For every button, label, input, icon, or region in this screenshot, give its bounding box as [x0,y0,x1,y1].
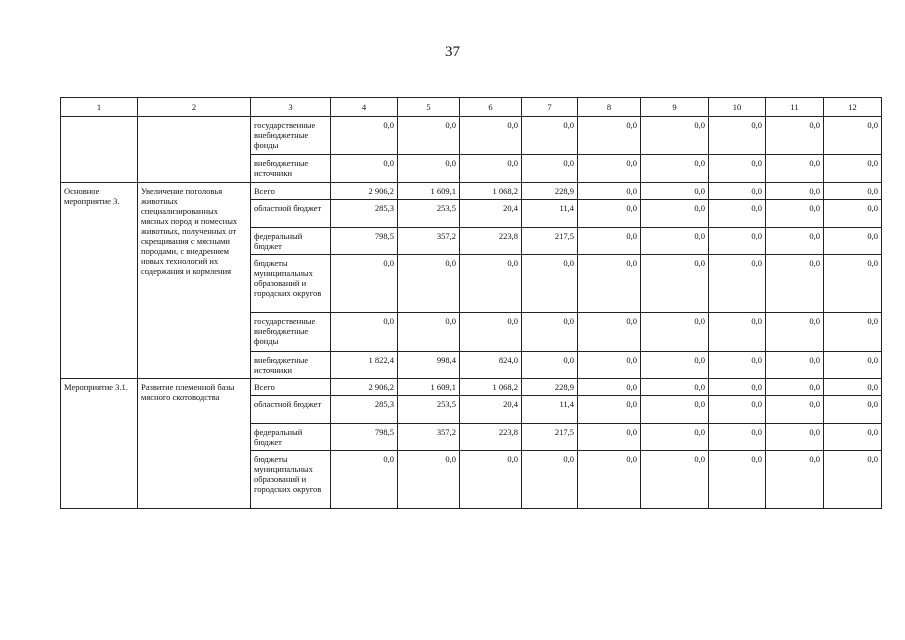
value-cell: 998,4 [398,352,460,379]
value-cell: 223,8 [460,424,522,451]
value-cell: 0,0 [766,117,824,155]
value-cell: 1 609,1 [398,183,460,200]
value-cell: 0,0 [766,451,824,509]
value-cell: 217,5 [522,424,578,451]
value-cell: 223,8 [460,228,522,255]
value-cell: 0,0 [824,183,882,200]
value-cell: 0,0 [641,183,709,200]
value-cell: 0,0 [460,155,522,183]
value-cell: 0,0 [766,155,824,183]
value-cell: 0,0 [824,155,882,183]
header-cell: 8 [578,98,641,117]
value-cell: 0,0 [709,228,766,255]
value-cell: 1 068,2 [460,183,522,200]
value-cell: 0,0 [522,255,578,313]
value-cell: 1 609,1 [398,379,460,396]
value-cell: 0,0 [641,228,709,255]
value-cell: 0,0 [578,451,641,509]
value-cell: 0,0 [398,451,460,509]
value-cell: 228,9 [522,183,578,200]
funding-source-cell: областной бюджет [251,396,331,424]
value-cell: 0,0 [398,255,460,313]
header-cell: 7 [522,98,578,117]
header-cell: 9 [641,98,709,117]
value-cell: 0,0 [331,155,398,183]
value-cell: 11,4 [522,200,578,228]
header-cell: 11 [766,98,824,117]
funding-source-cell: бюджеты муниципальных образований и городских округов [251,255,331,313]
funding-source-cell: государственные внебюджетные фонды [251,117,331,155]
value-cell: 0,0 [766,228,824,255]
value-cell: 0,0 [522,117,578,155]
value-cell: 2 906,2 [331,379,398,396]
header-cell: 12 [824,98,882,117]
value-cell: 0,0 [709,155,766,183]
value-cell: 0,0 [641,117,709,155]
value-cell: 0,0 [709,379,766,396]
value-cell: 20,4 [460,200,522,228]
value-cell: 0,0 [766,424,824,451]
value-cell: 0,0 [709,451,766,509]
funding-source-cell: федеральный бюджет [251,424,331,451]
value-cell: 0,0 [331,313,398,352]
value-cell: 0,0 [709,183,766,200]
value-cell: 0,0 [578,396,641,424]
value-cell: 0,0 [641,313,709,352]
header-cell: 1 [61,98,138,117]
value-cell: 0,0 [766,313,824,352]
activity-title-cell: Развитие племенной базы мясного скотоводства [138,379,251,509]
activity-title-cell [138,117,251,183]
value-cell: 0,0 [824,424,882,451]
header-cell: 5 [398,98,460,117]
value-cell: 0,0 [824,255,882,313]
value-cell: 0,0 [398,155,460,183]
value-cell: 0,0 [766,379,824,396]
value-cell: 0,0 [578,228,641,255]
page-number: 37 [445,44,460,60]
value-cell: 0,0 [709,255,766,313]
header-cell: 3 [251,98,331,117]
activity-code-cell: Основное мероприятие 3. [61,183,138,379]
value-cell: 0,0 [709,117,766,155]
value-cell: 0,0 [766,200,824,228]
value-cell: 285,3 [331,396,398,424]
value-cell: 824,0 [460,352,522,379]
value-cell: 0,0 [824,117,882,155]
value-cell: 0,0 [709,200,766,228]
value-cell: 0,0 [578,379,641,396]
value-cell: 798,5 [331,424,398,451]
value-cell: 0,0 [641,352,709,379]
value-cell: 0,0 [824,200,882,228]
value-cell: 0,0 [460,313,522,352]
header-cell: 6 [460,98,522,117]
value-cell: 0,0 [641,451,709,509]
value-cell: 0,0 [766,255,824,313]
value-cell: 0,0 [578,424,641,451]
budget-table [60,97,882,509]
value-cell: 0,0 [709,396,766,424]
activity-code-cell: Мероприятие 3.1. [61,379,138,509]
activity-title-cell: Увеличение поголовья животных специализированных мясных пород и помесных животных, полученных от скрещивания с мясными породами, с внедрением новых технологий их содержания и кормления [138,183,251,379]
funding-source-cell: федеральный бюджет [251,228,331,255]
value-cell: 0,0 [398,117,460,155]
funding-source-cell: внебюджетные источники [251,352,331,379]
value-cell: 0,0 [578,352,641,379]
value-cell: 0,0 [641,424,709,451]
value-cell: 217,5 [522,228,578,255]
table-row [61,117,882,155]
funding-source-cell: государственные внебюджетные фонды [251,313,331,352]
funding-source-cell: Всего [251,379,331,396]
header-row [61,98,882,117]
value-cell: 285,3 [331,200,398,228]
value-cell: 0,0 [460,451,522,509]
value-cell: 0,0 [578,255,641,313]
value-cell: 0,0 [522,155,578,183]
value-cell: 253,5 [398,396,460,424]
value-cell: 0,0 [398,313,460,352]
value-cell: 0,0 [331,451,398,509]
value-cell: 0,0 [578,183,641,200]
funding-source-cell: областной бюджет [251,200,331,228]
table-row [61,379,882,396]
value-cell: 0,0 [331,117,398,155]
value-cell: 0,0 [578,117,641,155]
value-cell: 0,0 [641,396,709,424]
value-cell: 0,0 [709,313,766,352]
table-row [61,183,882,200]
value-cell: 0,0 [766,183,824,200]
value-cell: 0,0 [824,379,882,396]
value-cell: 1 068,2 [460,379,522,396]
value-cell: 0,0 [709,352,766,379]
value-cell: 0,0 [824,352,882,379]
value-cell: 253,5 [398,200,460,228]
table-body [61,117,882,509]
value-cell: 0,0 [331,255,398,313]
value-cell: 0,0 [824,313,882,352]
value-cell: 0,0 [709,424,766,451]
header-cell: 10 [709,98,766,117]
value-cell: 0,0 [824,451,882,509]
value-cell: 0,0 [578,155,641,183]
value-cell: 0,0 [578,200,641,228]
funding-source-cell: бюджеты муниципальных образований и городских округов [251,451,331,509]
value-cell: 1 822,4 [331,352,398,379]
header-cell: 2 [138,98,251,117]
value-cell: 0,0 [641,200,709,228]
value-cell: 357,2 [398,228,460,255]
value-cell: 228,9 [522,379,578,396]
value-cell: 0,0 [766,352,824,379]
value-cell: 0,0 [824,228,882,255]
value-cell: 0,0 [824,396,882,424]
value-cell: 11,4 [522,396,578,424]
value-cell: 0,0 [641,379,709,396]
value-cell: 798,5 [331,228,398,255]
value-cell: 0,0 [460,117,522,155]
value-cell: 0,0 [641,155,709,183]
value-cell: 0,0 [522,451,578,509]
value-cell: 0,0 [460,255,522,313]
value-cell: 20,4 [460,396,522,424]
header-cell: 4 [331,98,398,117]
value-cell: 0,0 [578,313,641,352]
value-cell: 0,0 [522,352,578,379]
value-cell: 0,0 [766,396,824,424]
funding-source-cell: Всего [251,183,331,200]
value-cell: 2 906,2 [331,183,398,200]
value-cell: 0,0 [522,313,578,352]
value-cell: 0,0 [641,255,709,313]
value-cell: 357,2 [398,424,460,451]
activity-code-cell [61,117,138,183]
funding-source-cell: внебюджетные источники [251,155,331,183]
